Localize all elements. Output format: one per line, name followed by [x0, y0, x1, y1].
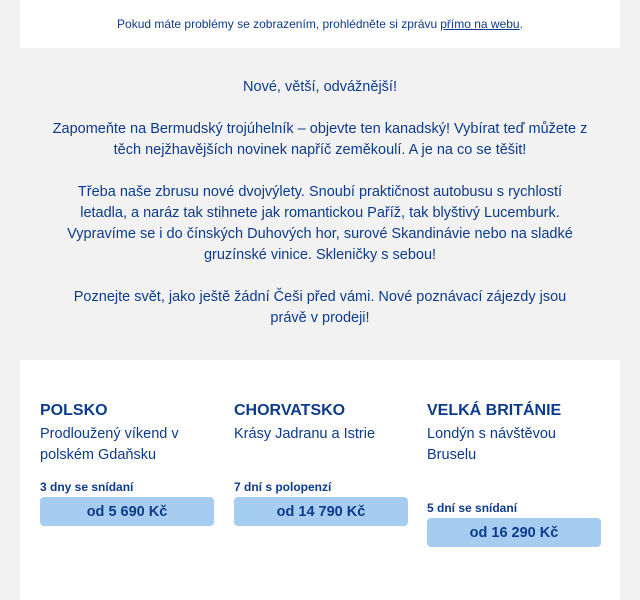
product-card-polsko: [40, 400, 214, 526]
product-description: Londýn s návštěvou Bruselu: [427, 426, 556, 463]
products-section: [20, 360, 620, 600]
display-problem-notice: Pokud máte problémy se zobrazením, prohlédněte si zprávu: [117, 17, 438, 31]
notice-period: .: [519, 17, 523, 31]
price-button[interactable]: od 5 690 Kč: [40, 497, 214, 526]
intro-paragraph-3: Poznejte svět, jako ještě žádní Češi před vámi. Nové poznávací zájezdy jsou právě v prodeji!: [73, 289, 567, 326]
product-card-velka-britanie: [427, 400, 601, 547]
product-country: POLSKO: [40, 402, 108, 419]
price-button[interactable]: od 14 790 Kč: [234, 497, 408, 526]
product-meal-plan: 5 dní se snídaní: [427, 501, 518, 515]
intro-section: [20, 48, 620, 360]
product-meal-plan: 7 dní s polopenzí: [234, 480, 332, 494]
product-description: Prodloužený víkend v polském Gdaňsku: [40, 426, 179, 463]
product-description: Krásy Jadranu a Istrie: [234, 426, 376, 442]
product-meal-plan: 3 dny se snídaní: [40, 480, 134, 494]
view-on-web-link[interactable]: přímo na webu: [440, 17, 520, 31]
price-button[interactable]: od 16 290 Kč: [427, 518, 601, 547]
email-header-bar: [20, 0, 620, 48]
intro-paragraph-1: Zapomeňte na Bermudský trojúhelník – objevte ten kanadský! Vybírat teď můžete z těch nejžhavějších novinek napříč zeměkoulí. A je na co se těšit!: [52, 121, 588, 158]
product-card-chorvatsko: [234, 400, 408, 526]
intro-headline: Nové, větší, odvážnější!: [243, 79, 397, 95]
product-country: CHORVATSKO: [234, 402, 346, 419]
product-country: VELKÁ BRITÁNIE: [427, 402, 562, 419]
intro-paragraph-2: Třeba naše zbrusu nové dvojvýlety. Snoubí praktičnost autobusu s rychlostí letadla, a naráz tak stihnete jak romantickou Paříž, tak blyštivý Lucemburk. Vypravíme se i do čínských Duhových hor, surové Skandinávie nebo na sladké gruzínské vinice. Skleničky s sebou!: [67, 184, 573, 263]
